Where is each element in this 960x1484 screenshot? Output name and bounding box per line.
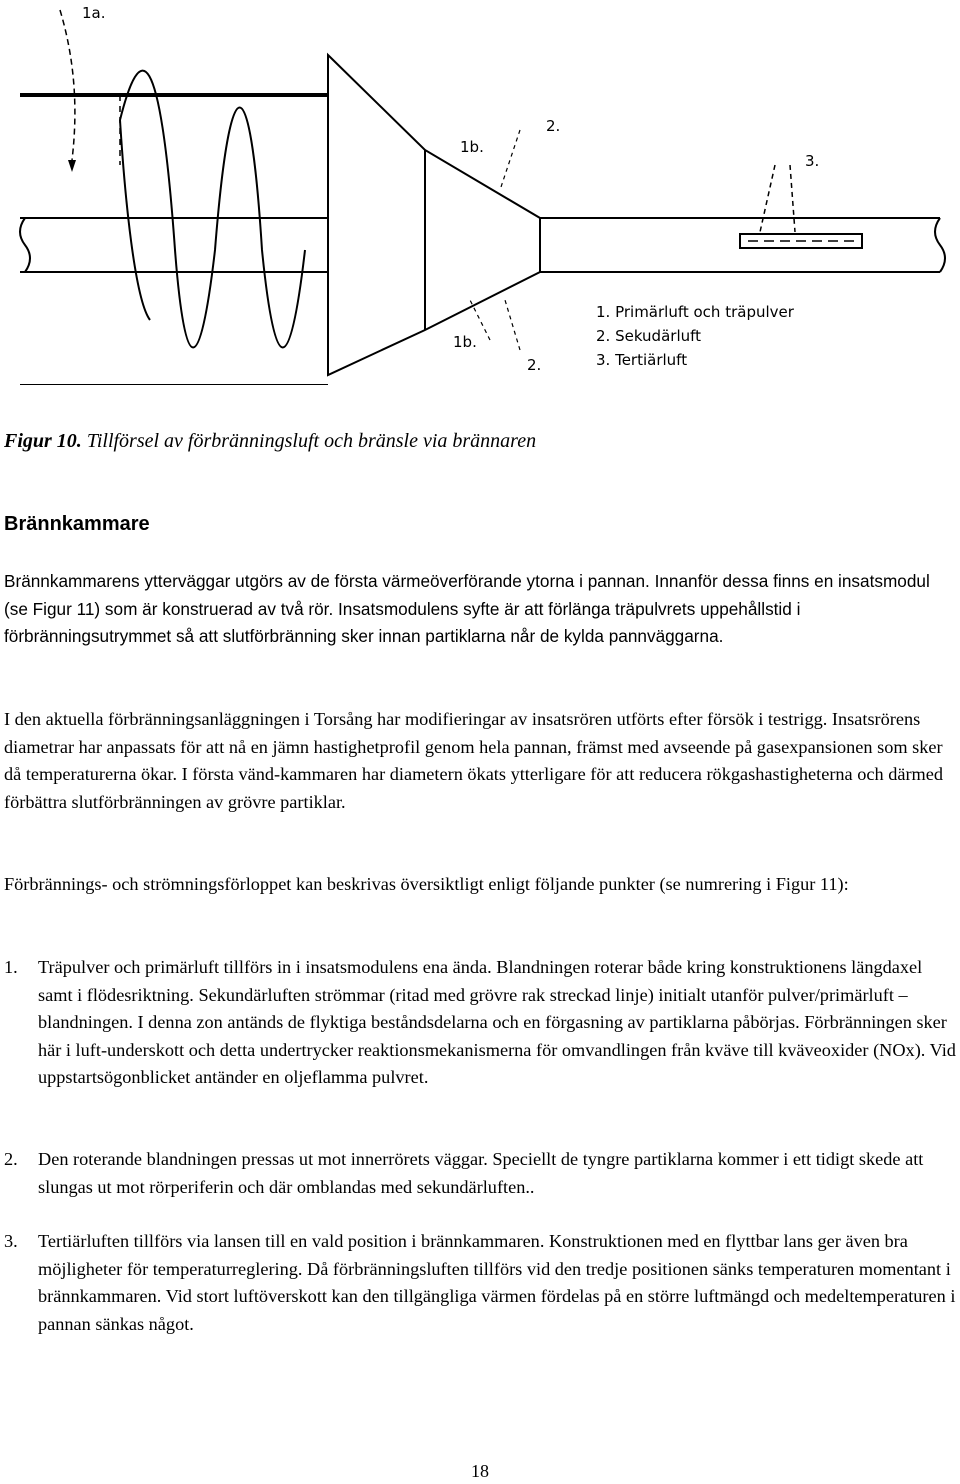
label-1a: 1a. <box>82 4 106 22</box>
label-1b-top: 1b. <box>460 138 484 156</box>
figure-caption <box>4 430 536 453</box>
page-number: 18 <box>471 1461 489 1481</box>
legend-item-2: 2. Sekudärluft <box>596 327 702 345</box>
list-item-2 <box>4 1146 956 1201</box>
leader-2-top <box>500 130 520 190</box>
leader-2-bottom <box>505 300 520 350</box>
spiral-start <box>120 120 150 320</box>
list-text: Den roterande blandningen pressas ut mot innerrörets väggar. Speciellt de tyngre partiklarna kommer i ett tidigt skede att slungas ut mot rörperiferin och där omblandas med sekundärluften.. <box>38 1149 924 1197</box>
spiral-flow <box>120 71 305 348</box>
list-number: 1. <box>4 957 18 977</box>
list-text: Tertiärluften tillförs via lansen till en vald position i brännkammaren. Konstruktionen med en flyttbar lans ger även bra möjligheter för temperaturreglering. Då förbränningsluften tillförs vid den tredje positionen sänks temperaturen momentant i brännkammaren. Vid stort luftöverskott kan den tillgängliga värmen fördelas på en större luftmängd och medeltemperaturen i pannan sänkas något. <box>38 1231 956 1334</box>
pipe-break-left <box>20 218 30 272</box>
paragraph-1: Brännkammarens ytterväggar utgörs av de första värmeöverförande ytorna i pannan. Innanför dessa finns en insatsmodul (se Figur 11) som är konstruerad av två rör. Insatsmodulens syfte är att förlänga träpulvrets uppehållstid i förbränningsutrymmet så att slutförbränning sker innan partiklarna når de kylda pannväggarna. <box>4 571 930 646</box>
legend-item-1: 1. Primärluft och träpulver <box>596 303 794 321</box>
label-2-top: 2. <box>546 117 561 135</box>
list-item-3 <box>4 1228 956 1338</box>
pipe-break-right <box>935 218 945 272</box>
burner-cone <box>328 55 540 375</box>
label-1b-bottom: 1b. <box>453 333 477 351</box>
list-number: 3. <box>4 1231 18 1251</box>
figure-caption-label: Figur 10. <box>4 430 82 452</box>
arrow-1a <box>60 10 75 160</box>
label-2-bottom: 2. <box>527 356 542 374</box>
list-text: Träpulver och primärluft tillförs in i insatsmodulens ena ända. Blandningen roterar både kring konstruktionens längdaxel samt i flödesriktning. Sekundärluften strömmar (ritad med grövre rak streckad linje) initialt utanför pulver/primärluft –blandningen. I denna zon antänds de flyktiga beståndsdelarna och en förgasning av partiklarna påbörjas. Förbränningen sker här i luft-underskott och detta undertrycker reaktionsmekanismerna för omvandlingen från kväve till kväveoxider (NOx). Vid uppstartsögonblicket antänder en oljeflamma pulvret. <box>38 957 956 1087</box>
list-number: 2. <box>4 1149 18 1169</box>
arrow-3b <box>790 165 795 232</box>
list-item-1 <box>4 954 956 1092</box>
arrow-1a-head <box>68 160 76 172</box>
paragraph-3: Förbrännings- och strömningsförloppet kan beskrivas översiktligt enligt följande punkter (se numrering i Figur 11): <box>4 874 849 894</box>
label-3: 3. <box>805 152 820 170</box>
figure-caption-text: Tillförsel av förbränningsluft och bränsle via brännaren <box>81 430 537 452</box>
arrow-3a <box>760 165 775 232</box>
burner-diagram-svg <box>0 0 960 385</box>
section-heading: Brännkammare <box>4 513 150 535</box>
burner-diagram <box>0 0 960 385</box>
paragraph-2: I den aktuella förbränningsanläggningen i Torsång har modifieringar av insatsrören utförts efter försök i testrigg. Insatsrörens diametrar har anpassats för att nå en jämn hastighetprofil genom hela pannan, främst med avseende på gasexpansionen som sker då temperaturerna ökar. I första vänd-kammaren har diametern ökats ytterligare för att reducera rökgashastigheterna och därmed förbättra slutförbränningen av grövre partiklar. <box>4 709 944 812</box>
legend-item-3: 3. Tertiärluft <box>596 351 688 369</box>
